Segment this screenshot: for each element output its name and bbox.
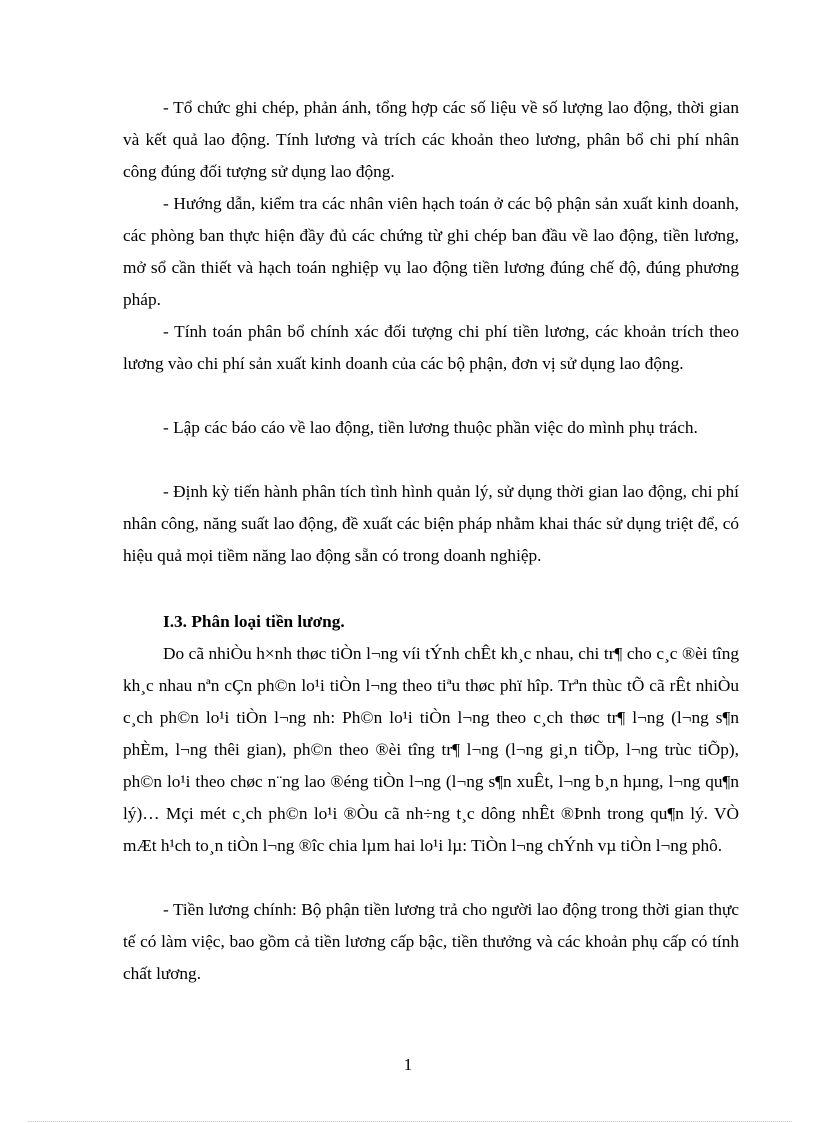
paragraph-5: - Định kỳ tiến hành phân tích tình hình quản lý, sử dụng thời gian lao động, chi phí nhân công, năng suất lao động, đề xuất các biện pháp nhằm khai thác sử dụng triệt để, có hiệu quả mọi tiềm năng lao động sẵn có trong doanh nghiệp. bbox=[123, 482, 739, 565]
paragraph-final: - Tiền lương chính: Bộ phận tiền lương trả cho người lao động trong thời gian thực tế có làm việc, bao gồm cả tiền lương cấp bậc, tiền thưởng và các khoản phụ cấp có tính chất lương. bbox=[123, 900, 739, 983]
paragraph-garbled: Do cã nhiÒu h×nh thøc tiÒn l¬ng víi tÝnh chÊt kh¸c nhau, chi tr¶ cho c¸c ®èi tîng kh¸c nhau nªn cÇn ph©n lo¹i tiÒn l¬ng theo tiªu thøc phï hîp. Trªn thùc tÕ cã rÊt nhiÒu c¸ch ph©n lo¹i tiÒn l¬ng nh: Ph©n lo¹i tiÒn l¬ng theo c¸ch thøc tr¶ l¬ng (l¬ng s¶n phÈm, l¬ng thêi gian), ph©n theo ®èi tîng tr¶ l¬ng (l¬ng gi¸n tiÕp, l¬ng trùc tiÕp), ph©n lo¹i theo chøc n¨ng lao ®éng tiÒn l¬ng (l¬ng s¶n xuÊt, l¬ng b¸n hµng, l¬ng qu¶n lý)… Mçi mét c¸ch ph©n lo¹i ®Òu cã nh÷ng t¸c dông nhÊt ®Þnh trong qu¶n lý. VÒ mÆt h¹ch to¸n tiÒn l¬ng ®îc chia lµm hai lo¹i lµ: TiÒn l¬ng chÝnh vµ tiÒn l¬ng phô. bbox=[123, 644, 739, 855]
page-bottom-rule bbox=[28, 1121, 792, 1122]
section-heading: I.3. Phân loại tiền lương. bbox=[163, 612, 345, 631]
paragraph-4: - Lập các báo cáo về lao động, tiền lương thuộc phần việc do mình phụ trách. bbox=[163, 418, 698, 437]
paragraph-3: - Tính toán phân bổ chính xác đối tượng chi phí tiền lương, các khoản trích theo lương vào chi phí sản xuất kinh doanh của các bộ phận, đơn vị sử dụng lao động. bbox=[123, 322, 739, 373]
page-number: 1 bbox=[403, 1055, 413, 1074]
paragraph-2: - Hướng dẫn, kiểm tra các nhân viên hạch toán ở các bộ phận sản xuất kinh doanh, các phòng ban thực hiện đầy đủ các chứng từ ghi chép ban đầu về lao động, tiền lương, mở sổ cần thiết và hạch toán nghiệp vụ lao động tiền lương đúng chế độ, đúng phương pháp. bbox=[123, 194, 739, 309]
paragraph-1: - Tổ chức ghi chép, phản ánh, tổng hợp các số liệu về số lượng lao động, thời gian và kết quả lao động. Tính lương và trích các khoản theo lương, phân bổ chi phí nhân công đúng đối tượng sử dụng lao động. bbox=[123, 98, 739, 181]
